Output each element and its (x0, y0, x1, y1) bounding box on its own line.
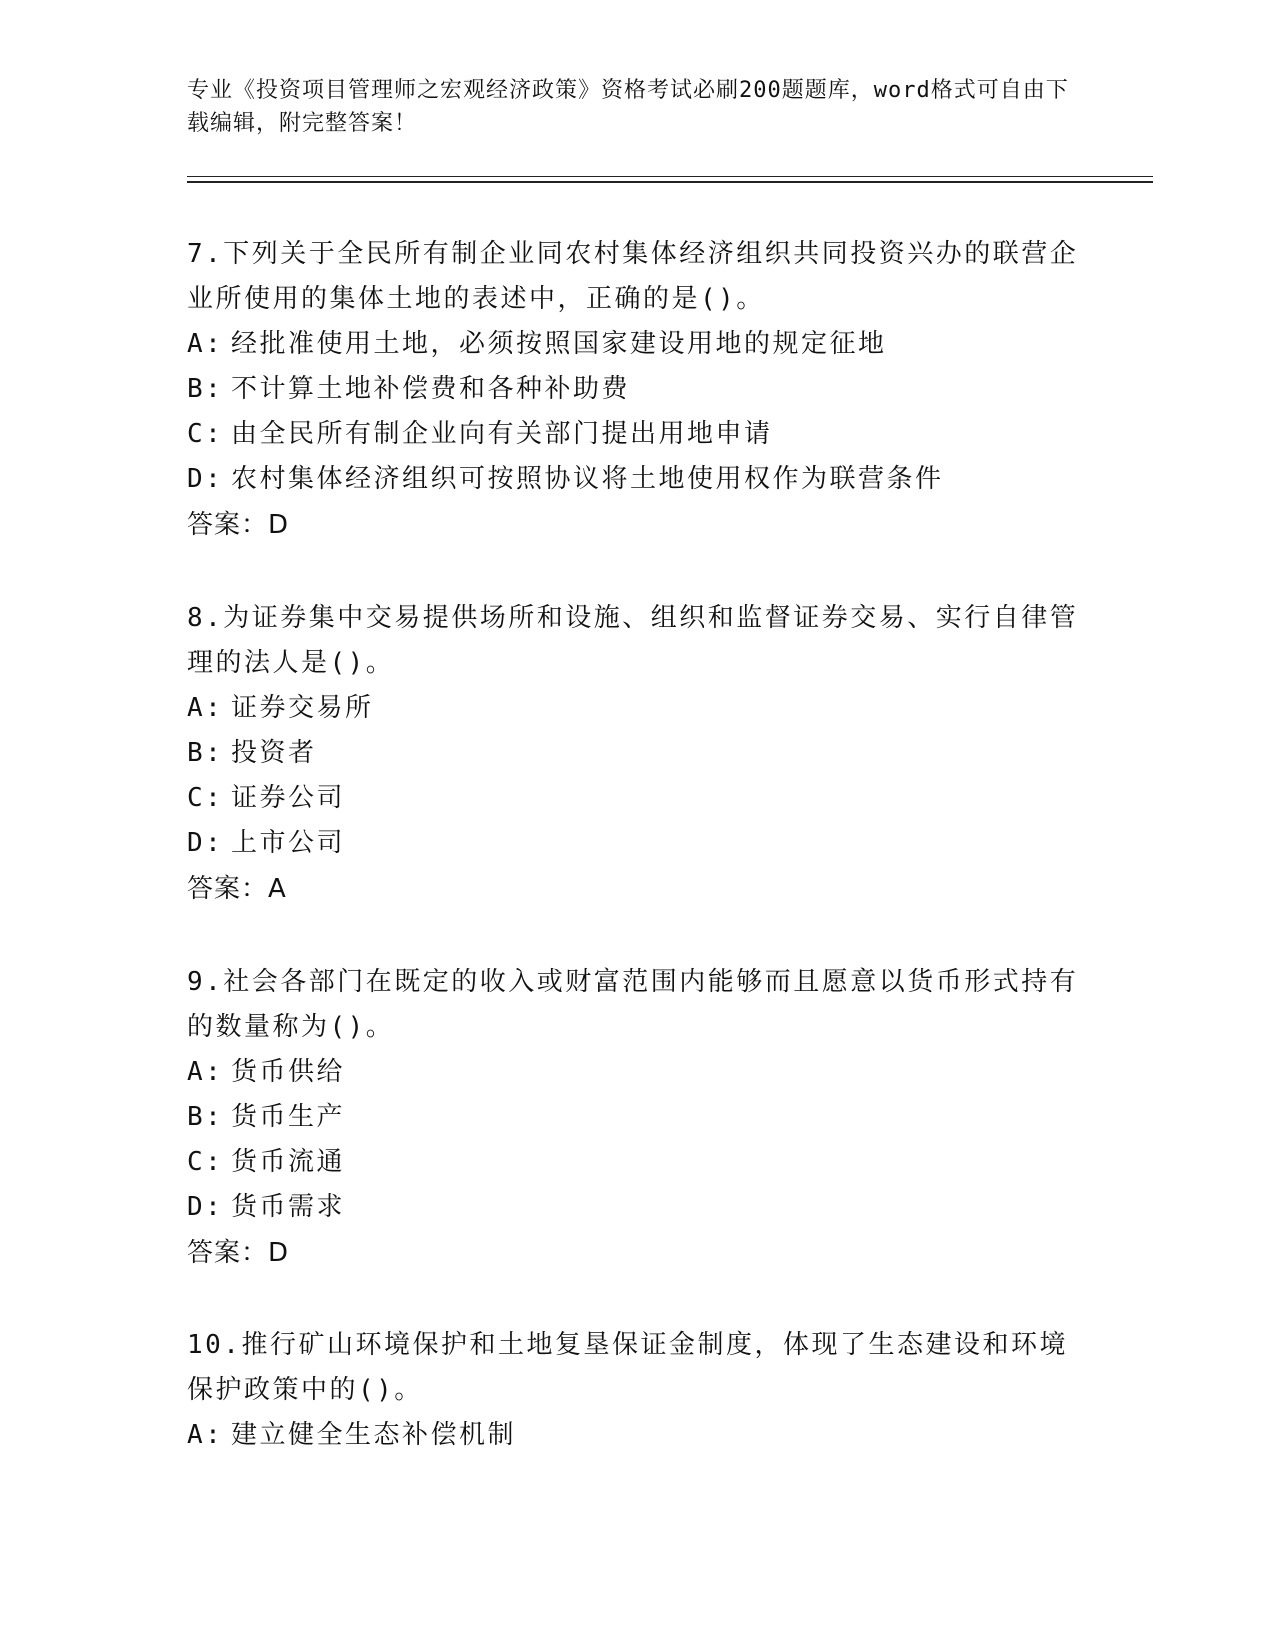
answer-line: 答案：A (187, 874, 287, 904)
option-c (187, 1140, 1087, 1185)
option-key: C: (187, 1147, 224, 1177)
header-divider (187, 176, 1153, 177)
answer-line: 答案：D (187, 510, 290, 540)
option-text: 经批准使用土地，必须按照国家建设用地的规定征地 (231, 329, 887, 359)
option-d (187, 457, 1087, 502)
question-stem: 9.社会各部门在既定的收入或财富范围内能够而且愿意以货币形式持有的数量称为()。 (187, 967, 1079, 1042)
question-stem: 8.为证券集中交易提供场所和设施、组织和监督证券交易、实行自律管理的法人是()。 (187, 603, 1079, 678)
header-divider-thick (187, 181, 1153, 183)
question-stem: 7.下列关于全民所有制企业同农村集体经济组织共同投资兴办的联营企业所使用的集体土地的表述中，正确的是()。 (187, 239, 1079, 314)
option-key: B: (187, 374, 224, 404)
option-a (187, 1413, 1087, 1458)
option-key: B: (187, 1102, 224, 1132)
option-text: 农村集体经济组织可按照协议将土地使用权作为联营条件 (231, 464, 944, 494)
question-block (187, 1323, 1087, 1458)
option-key: D: (187, 1192, 224, 1222)
option-d (187, 1185, 1087, 1230)
option-d (187, 821, 1087, 866)
option-text: 货币供给 (231, 1057, 346, 1087)
option-text: 上市公司 (231, 828, 346, 858)
option-a (187, 322, 1087, 367)
option-text: 货币流通 (231, 1147, 346, 1177)
option-key: C: (187, 419, 224, 449)
option-text: 不计算土地补偿费和各种补助费 (231, 374, 631, 404)
option-c (187, 776, 1087, 821)
option-key: B: (187, 738, 224, 768)
option-c (187, 412, 1087, 457)
option-key: D: (187, 828, 224, 858)
document-header: 专业《投资项目管理师之宏观经济政策》资格考试必刷200题题库，word格式可自由下载编辑，附完整答案！ (187, 78, 1069, 136)
option-text: 投资者 (231, 738, 317, 768)
answer-line: 答案：D (187, 1238, 290, 1268)
option-key: A: (187, 1057, 224, 1087)
option-text: 建立健全生态补偿机制 (231, 1420, 517, 1450)
option-text: 由全民所有制企业向有关部门提出用地申请 (231, 419, 773, 449)
option-text: 证券交易所 (231, 693, 374, 723)
question-block (187, 596, 1087, 912)
question-stem: 10.推行矿山环境保护和土地复垦保证金制度，体现了生态建设和环境保护政策中的()。 (187, 1330, 1068, 1405)
question-block (187, 232, 1087, 548)
option-a (187, 686, 1087, 731)
option-key: A: (187, 693, 224, 723)
option-text: 货币需求 (231, 1192, 346, 1222)
option-text: 货币生产 (231, 1102, 346, 1132)
option-key: C: (187, 783, 224, 813)
option-text: 证券公司 (231, 783, 346, 813)
option-key: D: (187, 464, 224, 494)
question-block (187, 960, 1087, 1276)
option-b (187, 367, 1087, 412)
option-key: A: (187, 1420, 224, 1450)
option-b (187, 1095, 1087, 1140)
option-a (187, 1050, 1087, 1095)
option-key: A: (187, 329, 224, 359)
option-b (187, 731, 1087, 776)
